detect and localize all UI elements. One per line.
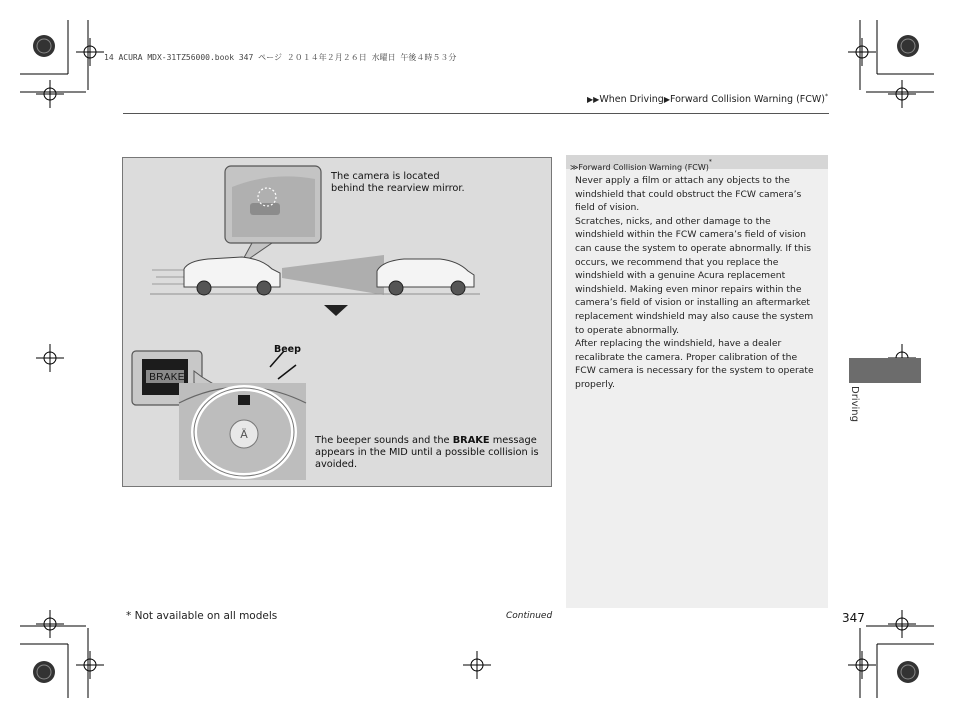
svg-text:Ä: Ä xyxy=(240,428,248,441)
header-rule xyxy=(123,113,829,114)
camera-caption-line1: The camera is located xyxy=(331,171,440,182)
chapter-tab[interactable] xyxy=(849,358,921,383)
breadcrumb xyxy=(587,93,828,105)
note-paragraph-2: Scratches, nicks, and other damage to the windshield within the FCW camera’s field of vision can cause the system to operate abnormally. If this occurs, we recommend that you replace the windshield with a genuine Acura replacement windshield. Making even minor repairs within the camera’s field of vision or installing an aftermarket replacement windshield may also cause the system to operate abnormally. xyxy=(575,215,814,336)
down-arrow-icon xyxy=(324,305,348,316)
breadcrumb-topic[interactable]: Forward Collision Warning (FCW) xyxy=(669,94,825,106)
note-paragraph-1: Never apply a film or attach any objects to the windshield that could obstruct the FCW camera’s field of vision. xyxy=(575,175,802,214)
breadcrumb-section[interactable]: When Driving xyxy=(599,94,664,106)
breadcrumb-separator-icon: ▶ xyxy=(663,95,670,105)
beeper-caption-part1: The beeper sounds and the xyxy=(315,435,453,446)
beeper-caption-part2: message xyxy=(489,435,537,446)
brake-message: BRAKE xyxy=(149,372,185,383)
camera-caption xyxy=(331,171,465,195)
rearview-mirror-icon xyxy=(250,203,280,215)
camera-detection-beam xyxy=(282,255,384,295)
print-header: 14 ACURA MDX-31TZ56000.book 347 ページ ２０１４年２月２６日 水曜日 午後４時５３分 xyxy=(104,53,457,62)
beeper-caption-line2: appears in the MID until a possible collision is xyxy=(315,447,539,458)
page-number: 347 xyxy=(842,611,865,625)
chapter-tab-label-wrap xyxy=(846,386,864,436)
own-vehicle-icon xyxy=(184,257,280,295)
beeper-caption-bold: BRAKE xyxy=(452,435,490,446)
note-body xyxy=(575,174,819,392)
continued-label: Continued xyxy=(506,611,553,621)
note-title-asterisk: * xyxy=(708,158,712,166)
note-title-bar xyxy=(566,155,828,172)
note-title-icon: ≫ xyxy=(570,163,579,172)
beep-label: Beep xyxy=(274,344,301,355)
vehicle-ahead-icon xyxy=(377,259,474,295)
breadcrumb-arrows-icon: ▶▶ xyxy=(587,95,600,105)
note-paragraph-3: After replacing the windshield, have a dealer recalibrate the camera. Proper calibration of the FCW camera is necessary for the system to operate properly. xyxy=(575,338,814,390)
camera-caption-line2: behind the rearview mirror. xyxy=(331,183,465,194)
footnote: * Not available on all models xyxy=(126,610,278,622)
note-title: Forward Collision Warning (FCW) xyxy=(578,163,709,172)
beeper-caption xyxy=(315,435,547,471)
beeper-caption-line3: avoided. xyxy=(315,459,358,470)
chapter-tab-label: Driving xyxy=(849,386,860,422)
breadcrumb-asterisk: * xyxy=(825,93,828,100)
